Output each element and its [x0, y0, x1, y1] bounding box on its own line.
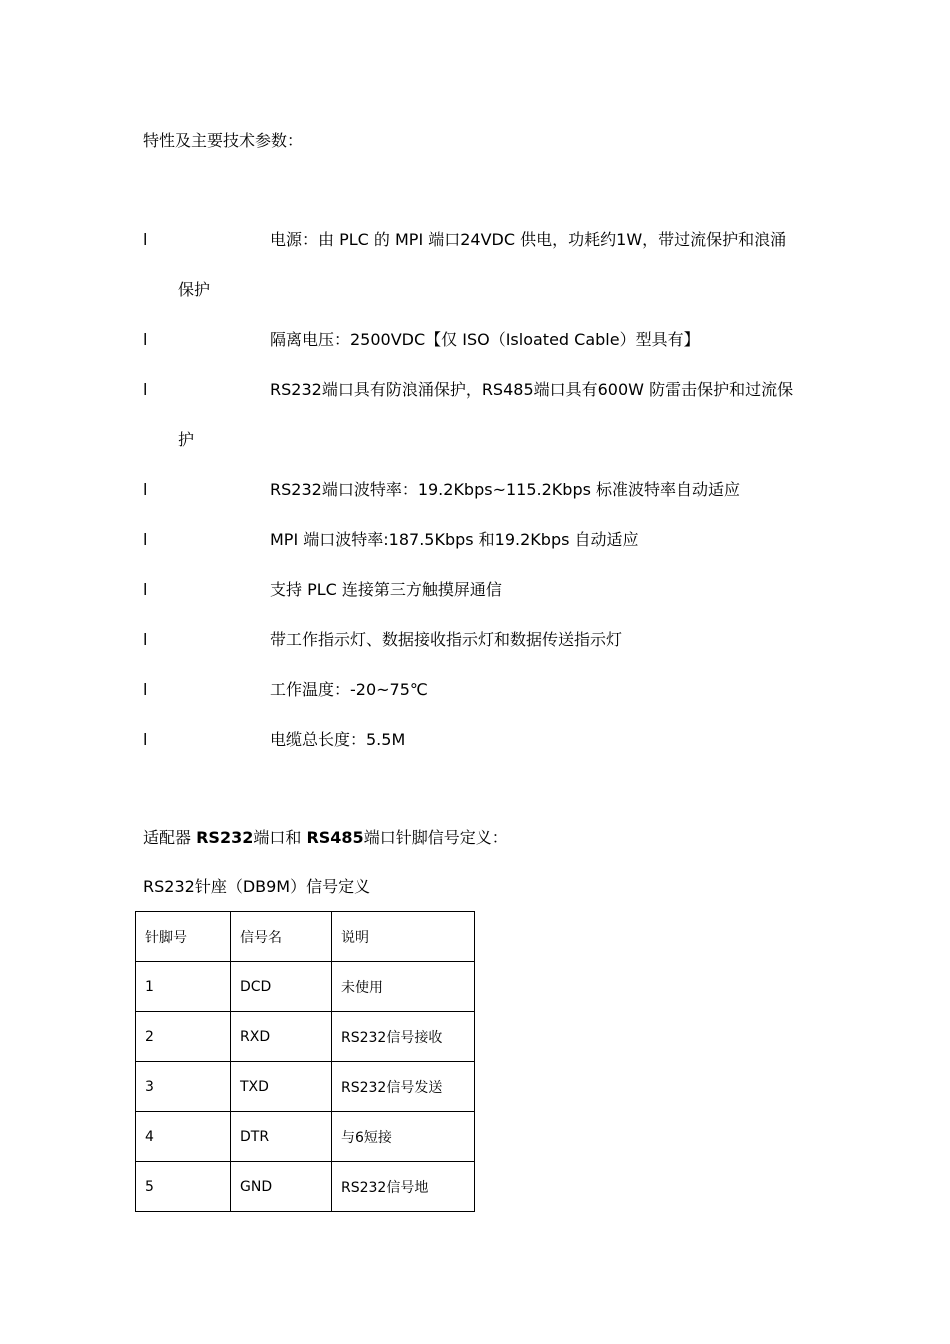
heading-part: 端口和	[253, 828, 307, 847]
feature-item: 电源：由 PLC 的 MPI 端口24VDC 供电，功耗约1W，带过流保护和浪涌	[270, 230, 787, 249]
feature-item: 工作温度：-20~75℃	[270, 680, 428, 699]
table-cell: 未使用	[332, 962, 475, 1012]
table-cell: 2	[136, 1012, 231, 1062]
bullet-marker: l	[143, 480, 148, 499]
table-cell: 4	[136, 1112, 231, 1162]
header-cell: 说明	[332, 912, 475, 962]
table-cell: RS232信号地	[332, 1162, 475, 1212]
table-cell: 3	[136, 1062, 231, 1112]
feature-item: 带工作指示灯、数据接收指示灯和数据传送指示灯	[270, 630, 623, 649]
bullet-marker: l	[143, 680, 148, 699]
table-cell: DTR	[231, 1112, 332, 1162]
table-cell: 1	[136, 962, 231, 1012]
table-cell: RS232信号发送	[332, 1062, 475, 1112]
bullet-marker: l	[143, 580, 148, 599]
header-cell: 针脚号	[136, 912, 231, 962]
bullet-marker: l	[143, 230, 148, 249]
heading-part-bold: RS485	[306, 828, 364, 847]
table-cell: TXD	[231, 1062, 332, 1112]
bullet-marker: l	[143, 630, 148, 649]
table-row	[136, 1062, 475, 1112]
bullet-marker: l	[143, 330, 148, 349]
feature-item: MPI 端口波特率:187.5Kbps 和19.2Kbps 自动适应	[270, 530, 639, 549]
heading-part: 适配器	[143, 828, 197, 847]
table-header-row	[136, 912, 475, 962]
feature-item-continuation: 护	[178, 430, 195, 449]
table-cell: 5	[136, 1162, 231, 1212]
feature-item: RS232端口具有防浪涌保护，RS485端口具有600W 防雷击保护和过流保	[270, 380, 794, 399]
heading-part: 端口针脚信号定义：	[363, 828, 508, 847]
table-row	[136, 1162, 475, 1212]
table-row	[136, 962, 475, 1012]
table-row	[136, 1012, 475, 1062]
feature-item: 隔离电压：2500VDC【仅 ISO（Isloated Cable）型具有】	[270, 330, 700, 349]
table-cell: RS232信号接收	[332, 1012, 475, 1062]
bullet-marker: l	[143, 530, 148, 549]
bullet-marker: l	[143, 380, 148, 399]
feature-item: 支持 PLC 连接第三方触摸屏通信	[270, 580, 502, 599]
table-cell: 与6短接	[332, 1112, 475, 1162]
pin-definition-table	[135, 911, 475, 1212]
feature-item: 电缆总长度：5.5M	[270, 730, 406, 749]
bullet-marker: l	[143, 730, 148, 749]
table-cell: DCD	[231, 962, 332, 1012]
table-cell: RXD	[231, 1012, 332, 1062]
feature-item: RS232端口波特率：19.2Kbps~115.2Kbps 标准波特率自动适应	[270, 480, 741, 499]
table-caption: RS232针座（DB9M）信号定义	[143, 877, 371, 896]
pin-definition-heading	[143, 828, 508, 848]
table-row	[136, 1112, 475, 1162]
feature-item-continuation: 保护	[178, 280, 211, 299]
table-cell: GND	[231, 1162, 332, 1212]
header-cell: 信号名	[231, 912, 332, 962]
heading-part-bold: RS232	[196, 828, 254, 847]
section-title: 特性及主要技术参数：	[143, 131, 304, 150]
